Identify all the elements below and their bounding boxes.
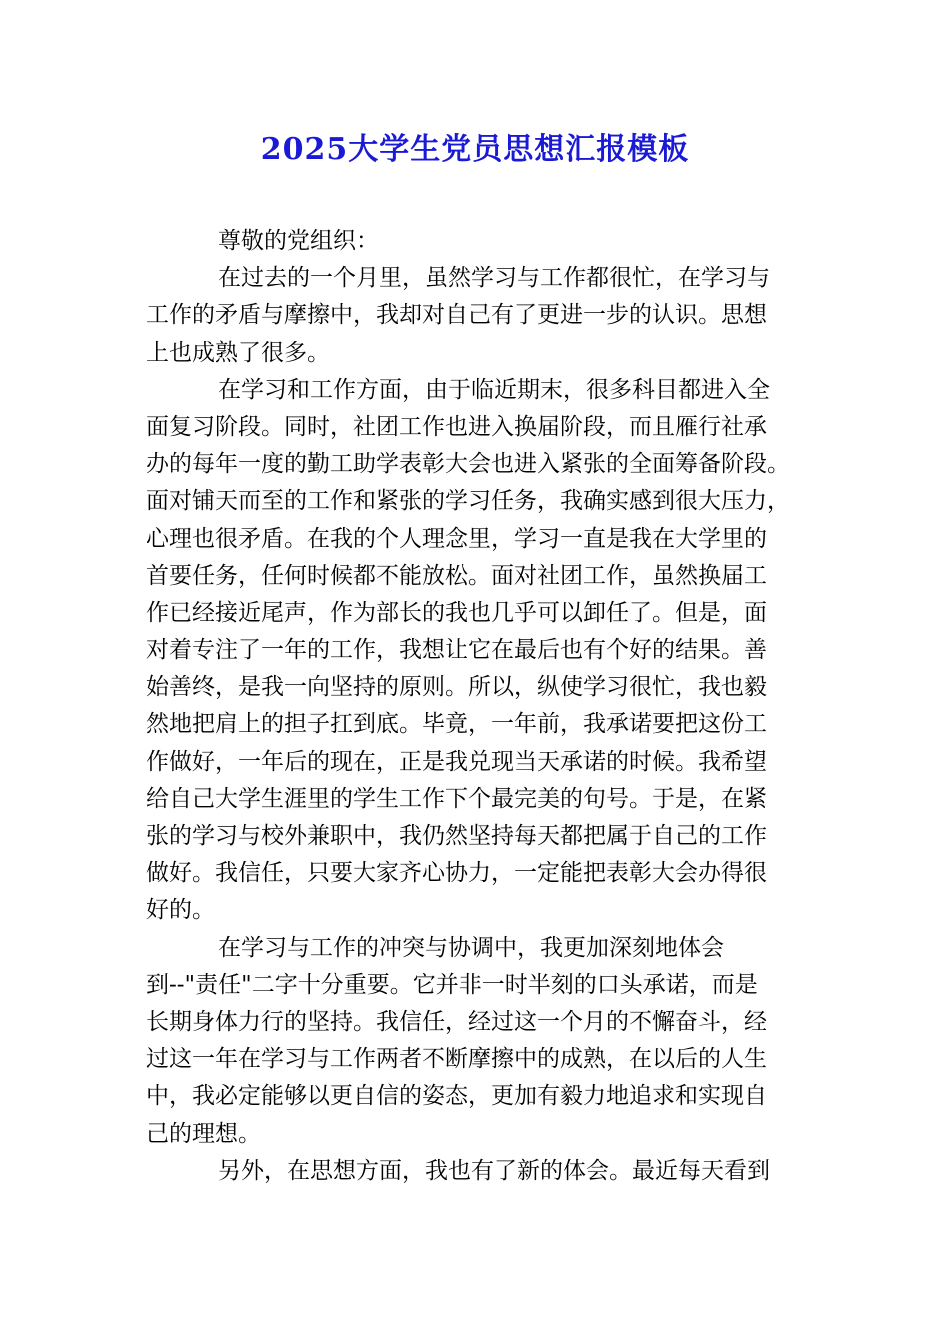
paragraph-1-line-2: 工作的矛盾与摩擦中，我却对自己有了更进一步的认识。思想	[146, 302, 767, 329]
paragraph-2-line-13: 张的学习与校外兼职中，我仍然坚持每天都把属于自己的工作	[146, 823, 767, 849]
paragraph-2-line-11: 作做好，一年后的现在，正是我兑现当天承诺的时候。我希望	[146, 748, 767, 775]
paragraph-2-line-14: 做好。我信任，只要大家齐心协力，一定能把表彰大会办得很	[146, 860, 767, 887]
paragraph-2-line-8: 对着专注了一年的工作，我想让它在最后也有个好的结果。善	[146, 637, 767, 664]
paragraph-1-line-3: 上也成熟了很多。	[146, 339, 330, 366]
paragraph-2-line-7: 作已经接近尾声，作为部长的我也几乎可以卸任了。但是，面	[146, 599, 767, 626]
paragraph-2-line-4: 面对铺天而至的工作和紧张的学习任务，我确实感到很大压力，	[146, 488, 790, 515]
paragraph-3-line-1: 在学习与工作的冲突与协调中，我更加深刻地体会	[218, 934, 724, 961]
paragraph-3-line-3: 长期身体力行的坚持。我信任，经过这一个月的不懈奋斗，经	[146, 1008, 767, 1035]
document-body	[146, 223, 806, 1190]
paragraph-3-line-5: 中，我必定能够以更自信的姿态，更加有毅力地追求和实现自	[146, 1083, 767, 1110]
paragraph-3-line-4: 过这一年在学习与工作两者不断摩擦中的成熟，在以后的人生	[146, 1046, 767, 1073]
paragraph-2-line-12: 给自己大学生涯里的学生工作下个最完美的句号。于是，在紧	[146, 785, 767, 812]
paragraph-2-line-9: 始善终，是我一向坚持的原则。所以，纵使学习很忙，我也毅	[146, 674, 767, 701]
paragraph-1-line-1: 在过去的一个月里，虽然学习与工作都很忙，在学习与	[218, 265, 770, 292]
salutation: 尊敬的党组织：	[218, 228, 379, 254]
paragraph-2-line-1: 在学习和工作方面，由于临近期末，很多科目都进入全	[218, 376, 770, 403]
paragraph-2-line-3: 办的每年一度的勤工助学表彰大会也进入紧张的全面筹备阶段。	[146, 451, 790, 478]
paragraph-2-line-15: 好的。	[146, 897, 215, 924]
paragraph-2-line-5: 心理也很矛盾。在我的个人理念里，学习一直是我在大学里的	[146, 525, 767, 552]
paragraph-2-line-10: 然地把肩上的担子扛到底。毕竟，一年前，我承诺要把这份工	[146, 711, 767, 738]
paragraph-2-line-2: 面复习阶段。同时，社团工作也进入换届阶段，而且雁行社承	[146, 413, 767, 440]
paragraph-3-line-2: 到--"责任"二字十分重要。它并非一时半刻的口头承诺，而是	[146, 971, 758, 998]
paragraph-4-line-1: 另外，在思想方面，我也有了新的体会。最近每天看到	[218, 1157, 770, 1184]
paragraph-2-line-6: 首要任务，任何时候都不能放松。面对社团工作，虽然换届工	[146, 562, 767, 589]
paragraph-3-line-6: 己的理想。	[146, 1120, 261, 1147]
document-title: 2025大学生党员思想汇报模板	[260, 132, 690, 167]
